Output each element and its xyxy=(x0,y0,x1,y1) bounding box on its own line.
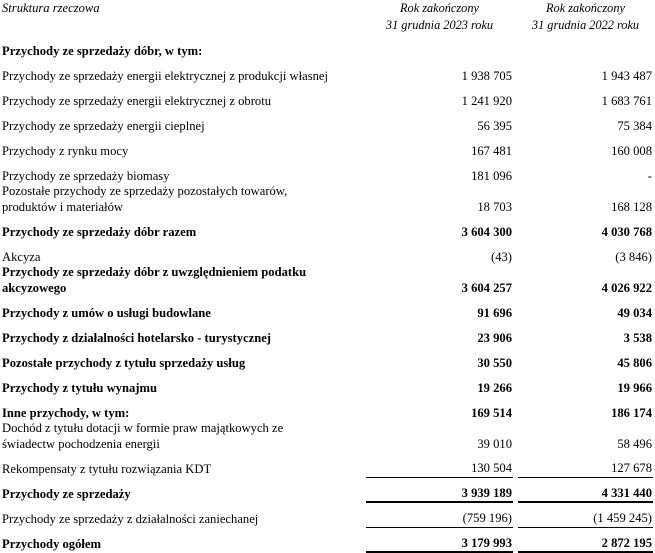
row-label: Przychody ze sprzedaży dóbr, w tym: xyxy=(2,43,203,58)
row-value-2022: (1 459 245) xyxy=(593,511,652,525)
row-label: Przychody z umów o usługi budowlane xyxy=(2,305,211,320)
row-label: Przychody ze sprzedaży energii elektrycznej z produkcji własnej xyxy=(2,68,329,83)
header-column-2023-line1: Rok zakończony xyxy=(400,1,479,15)
row-value-2023: 181 096 xyxy=(471,168,512,183)
table-row xyxy=(0,296,653,321)
row-value-2023: 167 481 xyxy=(471,143,512,158)
row-value-2022: 4 030 768 xyxy=(601,224,652,239)
row-label-line1: Przychody ze sprzedaży dóbr z uwzględnieniem podatku xyxy=(2,265,307,279)
table-row xyxy=(0,527,653,552)
row-value-2023: 91 696 xyxy=(477,305,512,320)
header-column-2022-line1: Rok zakończony xyxy=(546,1,625,15)
row-label xyxy=(0,265,366,296)
row-label-line1: Dochód z tytułu dotacji w formie praw majątkowych ze xyxy=(2,421,284,435)
row-label: Przychody ze sprzedaży xyxy=(2,486,131,501)
row-value-2023: 30 550 xyxy=(477,355,512,370)
row-value-2023: 23 906 xyxy=(477,330,512,345)
table-row xyxy=(0,421,653,452)
table-row xyxy=(0,371,653,396)
row-label xyxy=(0,421,366,452)
table-body xyxy=(0,34,653,552)
header-column-2023-line2: 31 grudnia 2023 roku xyxy=(385,18,494,32)
table-row xyxy=(0,265,653,296)
header-column-2022 xyxy=(518,0,653,34)
table-row xyxy=(0,59,653,84)
header-structure-label: Struktura rzeczowa xyxy=(2,1,100,15)
row-value-2022 xyxy=(518,34,653,59)
table-row xyxy=(0,159,653,184)
row-value-2022: (3 846) xyxy=(615,249,652,264)
row-value-2023: 3 939 189 xyxy=(366,477,513,502)
row-value-2022: 4 026 922 xyxy=(601,280,652,295)
row-value-2023: 56 395 xyxy=(477,118,512,133)
row-value-2023 xyxy=(366,34,513,59)
row-label-line2: akcyzowego xyxy=(2,280,67,295)
row-label: Akcyza xyxy=(2,249,41,264)
row-value-2023: 3 604 300 xyxy=(461,224,512,239)
row-value-2023: 130 504 xyxy=(471,461,512,475)
row-label: Przychody ze sprzedaży energii cieplnej xyxy=(2,118,205,133)
row-value-2023: 18 703 xyxy=(477,199,512,214)
row-value-2022: 4 331 440 xyxy=(518,477,653,502)
row-label: Przychody ze sprzedaży dóbr razem xyxy=(2,224,197,239)
row-value-2022: 3 538 xyxy=(623,330,652,345)
table-header xyxy=(0,0,653,34)
header-column-2022-line2: 31 grudnia 2022 roku xyxy=(531,18,640,32)
row-label: Przychody ogółem xyxy=(2,536,101,551)
row-value-2022: 19 966 xyxy=(617,380,652,395)
table-row xyxy=(0,34,653,59)
row-value-2022: 160 008 xyxy=(611,143,652,158)
row-value-2023: (43) xyxy=(491,249,512,264)
table-row xyxy=(0,240,653,265)
row-value-2022: 58 496 xyxy=(617,436,652,451)
row-value-2022: 127 678 xyxy=(611,461,652,475)
row-label: Przychody z działalności hotelarsko - turystycznej xyxy=(2,330,271,345)
row-value-2023: 3 179 993 xyxy=(366,527,513,552)
row-label: Przychody ze sprzedaży energii elektrycznej z obrotu xyxy=(2,93,272,108)
table-row xyxy=(0,396,653,421)
row-value-2022: 1 943 487 xyxy=(601,68,652,83)
row-label xyxy=(0,184,366,215)
row-value-2023: 19 266 xyxy=(477,380,512,395)
header-column-2023 xyxy=(366,0,513,34)
row-value-2022: 1 683 761 xyxy=(601,93,652,108)
table-row xyxy=(0,84,653,109)
table-row xyxy=(0,452,653,477)
row-value-2022: 45 806 xyxy=(617,355,652,370)
row-label: Przychody ze sprzedaży z działalności zaniechanej xyxy=(2,511,259,526)
row-value-2022: 2 872 195 xyxy=(518,527,653,552)
row-value-2022: 49 034 xyxy=(617,305,652,320)
row-label: Pozostałe przychody z tytułu sprzedaży usług xyxy=(2,355,246,370)
row-value-2023: 3 604 257 xyxy=(461,280,512,295)
row-value-2023: 39 010 xyxy=(477,436,512,451)
table-row xyxy=(0,346,653,371)
row-value-2023: 1 241 920 xyxy=(461,93,512,108)
row-value-2023: 169 514 xyxy=(471,405,512,420)
row-label: Przychody z rynku mocy xyxy=(2,143,129,158)
table-row xyxy=(0,134,653,159)
row-label-line2: świadectw pochodzenia energii xyxy=(2,436,160,451)
row-value-2022: - xyxy=(647,168,652,183)
table-row xyxy=(0,321,653,346)
row-label-line2: produktów i materiałów xyxy=(2,199,124,214)
row-value-2022: 186 174 xyxy=(611,405,652,420)
table-row xyxy=(0,109,653,134)
row-label: Przychody z tytułu wynajmu xyxy=(2,380,157,395)
table-row xyxy=(0,215,653,240)
row-label: Rekompensaty z tytułu rozwiązania KDT xyxy=(2,461,212,476)
row-value-2023: (759 196) xyxy=(462,511,512,525)
row-label: Inne przychody, w tym: xyxy=(2,405,130,420)
table-row xyxy=(0,184,653,215)
table-row xyxy=(0,477,653,502)
row-label: Przychody ze sprzedaży biomasy xyxy=(2,168,170,183)
row-value-2023: 1 938 705 xyxy=(461,68,512,83)
row-value-2022: 168 128 xyxy=(611,199,652,214)
row-value-2022: 75 384 xyxy=(617,118,652,133)
header-row xyxy=(0,0,653,34)
table-row xyxy=(0,502,653,527)
row-label-line1: Pozostałe przychody ze sprzedaży pozostałych towarów, xyxy=(2,184,288,198)
